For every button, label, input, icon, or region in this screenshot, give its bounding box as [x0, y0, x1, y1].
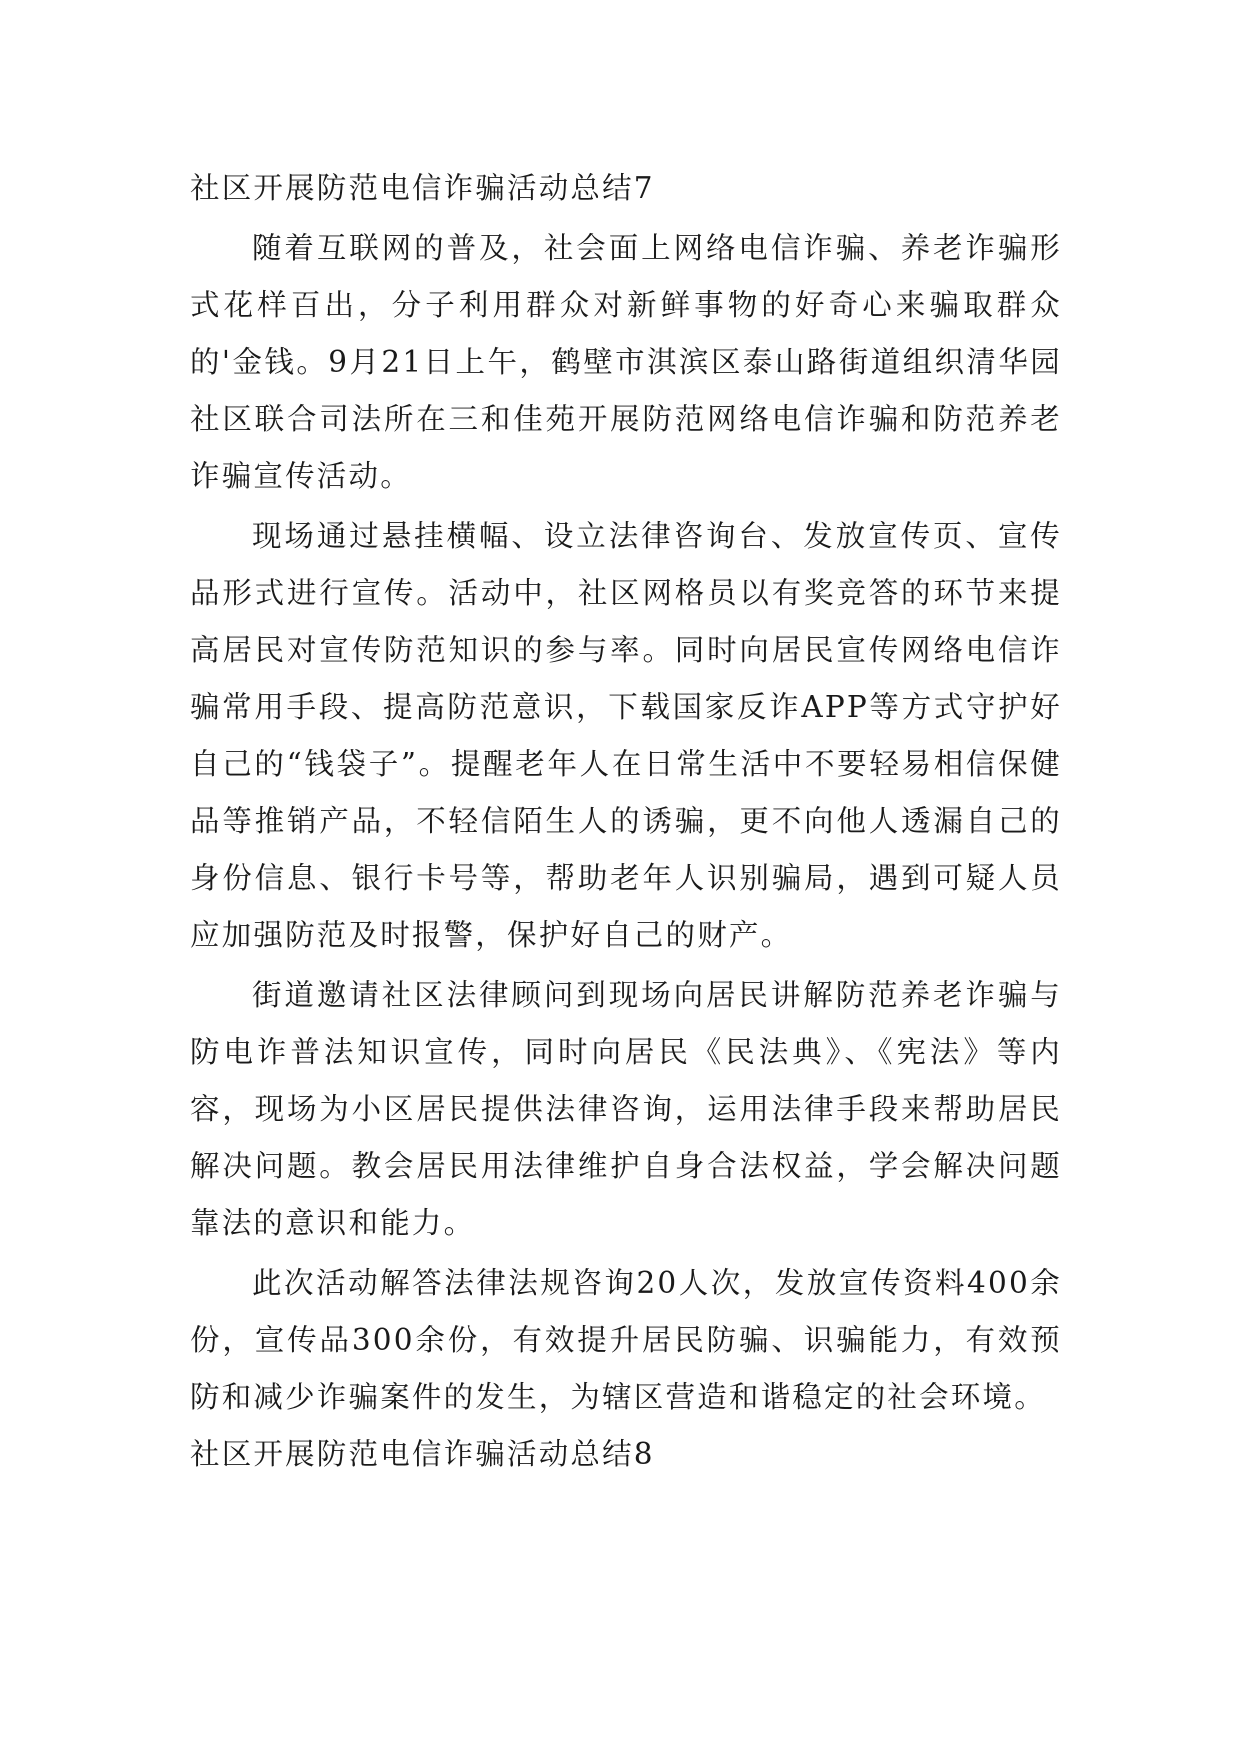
paragraph-3: 街道邀请社区法律顾问到现场向居民讲解防范养老诈骗与防电诈普法知识宣传，同时向居民《民法典》、《宪法》等内容，现场为小区居民提供法律咨询，运用法律手段来帮助居民解决问题。教会居民用法律维护自身合法权益，学会解决问题靠法的意识和能力。 — [190, 978, 1062, 1240]
section-heading-7: 社区开展防范电信诈骗活动总结7 — [190, 171, 655, 205]
paragraph-4: 此次活动解答法律法规咨询20人次，发放宣传资料400余份，宣传品300余份，有效提升居民防骗、识骗能力，有效预防和减少诈骗案件的发生，为辖区营造和谐稳定的社会环境。 — [190, 1266, 1062, 1414]
document-body — [190, 160, 1062, 1483]
section-heading-8: 社区开展防范电信诈骗活动总结8 — [190, 1437, 655, 1471]
paragraph-1: 随着互联网的普及，社会面上网络电信诈骗、养老诈骗形式花样百出，分子利用群众对新鲜事物的好奇心来骗取群众的'金钱。9月21日上午，鹤壁市淇滨区泰山路街道组织清华园社区联合司法所在三和佳苑开展防范网络电信诈骗和防范养老诈骗宣传活动。 — [190, 231, 1062, 493]
paragraph-2: 现场通过悬挂横幅、设立法律咨询台、发放宣传页、宣传品形式进行宣传。活动中，社区网格员以有奖竞答的环节来提高居民对宣传防范知识的参与率。同时向居民宣传网络电信诈骗常用手段、提高防范意识，下载国家反诈APP等方式守护好自己的“钱袋子”。提醒老年人在日常生活中不要轻易相信保健品等推销产品，不轻信陌生人的诱骗，更不向他人透漏自己的身份信息、银行卡号等，帮助老年人识别骗局，遇到可疑人员应加强防范及时报警，保护好自己的财产。 — [190, 519, 1062, 952]
